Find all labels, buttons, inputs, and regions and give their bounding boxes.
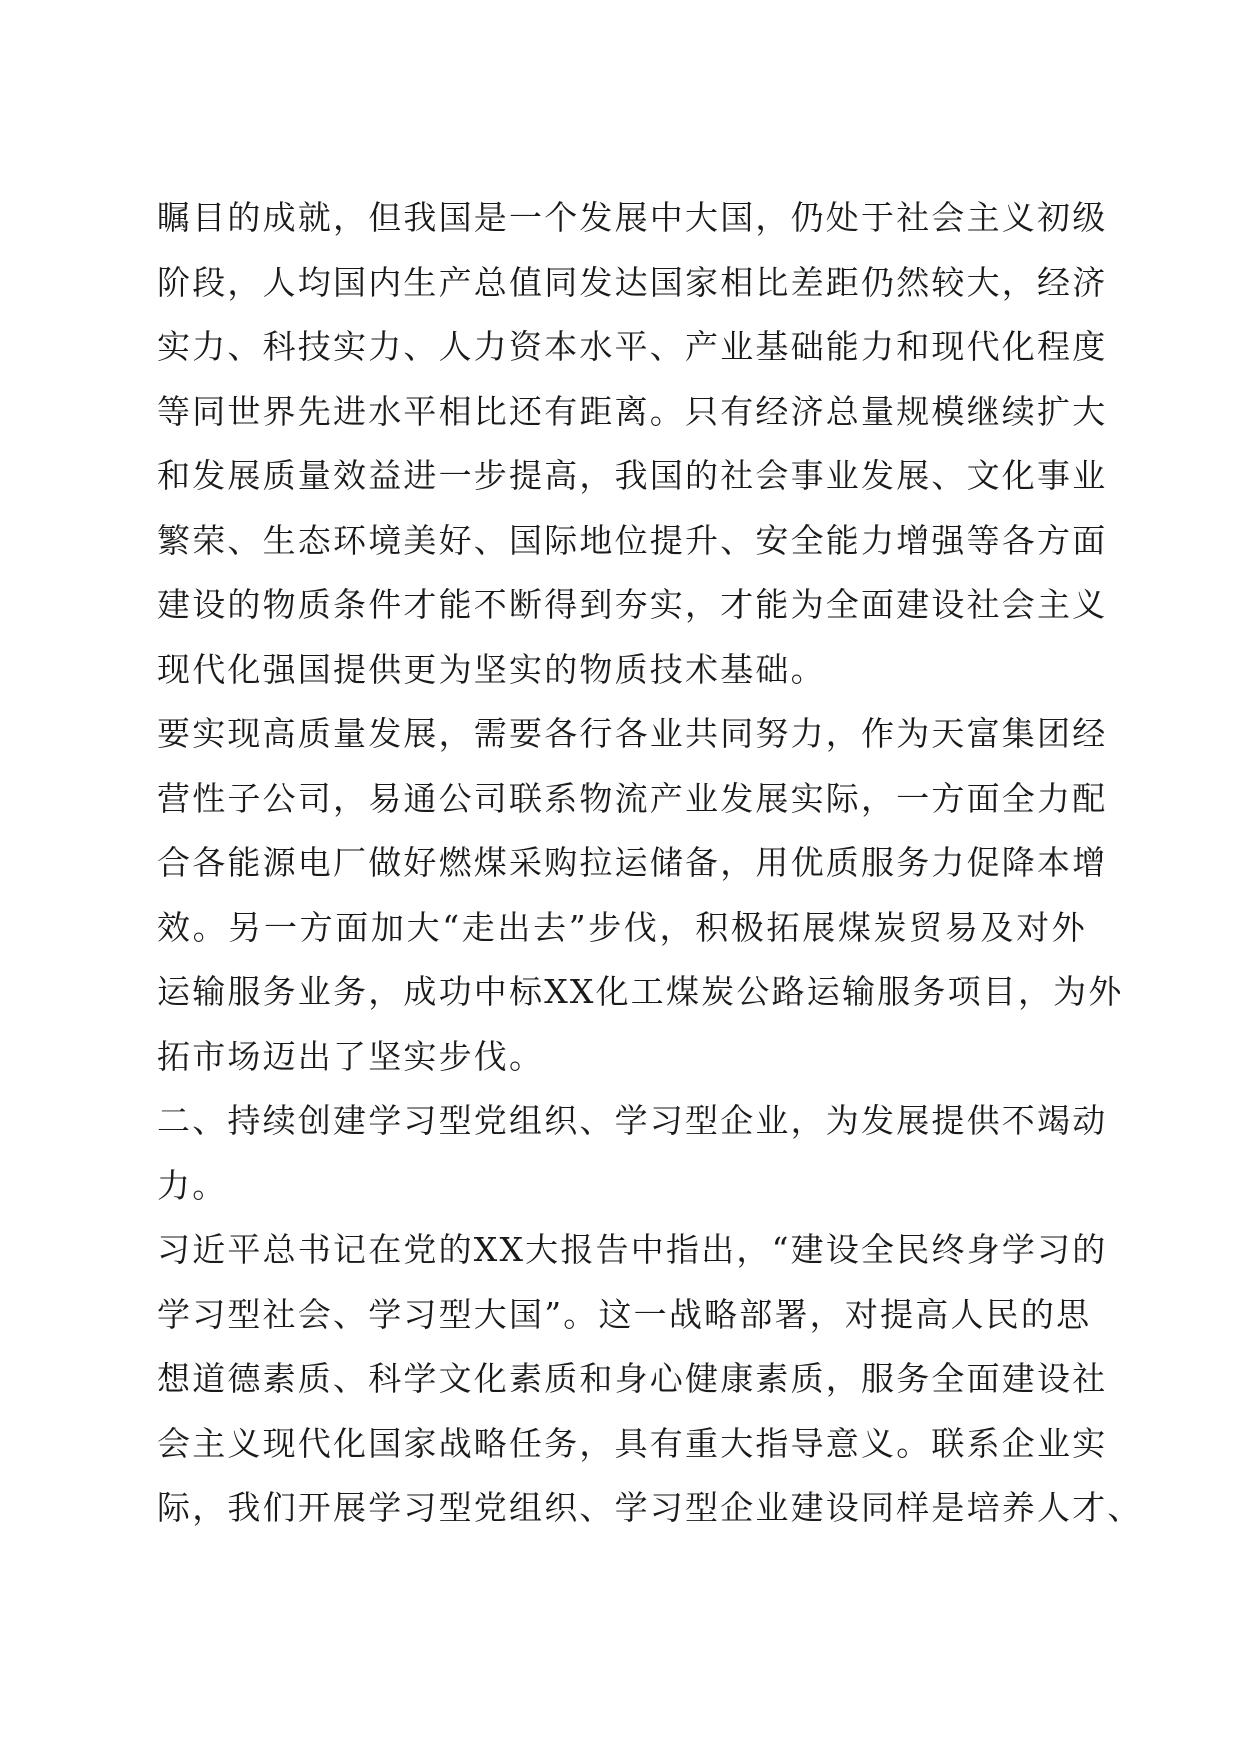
text-line: 阶段，人均国内生产总值同发达国家相比差距仍然较大，经济 (157, 262, 1108, 302)
text-line: 际，我们开展学习型党组织、学习型企业建设同样是培养人才、 (157, 1488, 1143, 1527)
text-line: 现代化强国提供更为坚实的物质技术基础。 (157, 649, 826, 689)
text-line: 效。另一方面加大“走出去”步伐，积极拓展煤炭贸易及对外 (157, 907, 1087, 947)
text-line: 运输服务业务，成功中标XX化工煤炭公路运输服务项目，为外 (157, 972, 1124, 1011)
text-line: 合各能源电厂做好燃煤采购拉运储备，用优质服务力促降本增 (157, 843, 1108, 882)
text-line: 实力、科技实力、人力资本水平、产业基础能力和现代化程度 (157, 327, 1108, 366)
body-text (157, 186, 1143, 1541)
text-line: 想道德素质、科学文化素质和身心健康素质，服务全面建设社 (157, 1359, 1108, 1398)
section-heading-line: 力。 (157, 1165, 228, 1205)
text-line: 和发展质量效益进一步提高，我国的社会事业发展、文化事业 (157, 456, 1108, 495)
section-heading-line: 二、持续创建学习型党组织、学习型企业，为发展提供不竭动 (157, 1101, 1108, 1140)
text-line: 要实现高质量发展，需要各行各业共同努力，作为天富集团经 (157, 714, 1108, 753)
text-line: 拓市场迈出了坚实步伐。 (157, 1036, 545, 1076)
text-line: 会主义现代化国家战略任务，具有重大指导意义。联系企业实 (157, 1423, 1108, 1463)
text-line: 学习型社会、学习型大国”。这一战略部署，对提高人民的思 (157, 1294, 1092, 1334)
text-line: 瞩目的成就，但我国是一个发展中大国，仍处于社会主义初级 (157, 198, 1108, 237)
text-line: 建设的物质条件才能不断得到夯实，才能为全面建设社会主义 (157, 585, 1108, 624)
text-line: 营性子公司，易通公司联系物流产业发展实际，一方面全力配 (157, 778, 1108, 818)
text-line: 等同世界先进水平相比还有距离。只有经济总量规模继续扩大 (157, 391, 1108, 431)
text-line: 习近平总书记在党的XX大报告中指出，“建设全民终身学习的 (157, 1230, 1108, 1269)
text-line: 繁荣、生态环境美好、国际地位提升、安全能力增强等各方面 (157, 520, 1108, 560)
